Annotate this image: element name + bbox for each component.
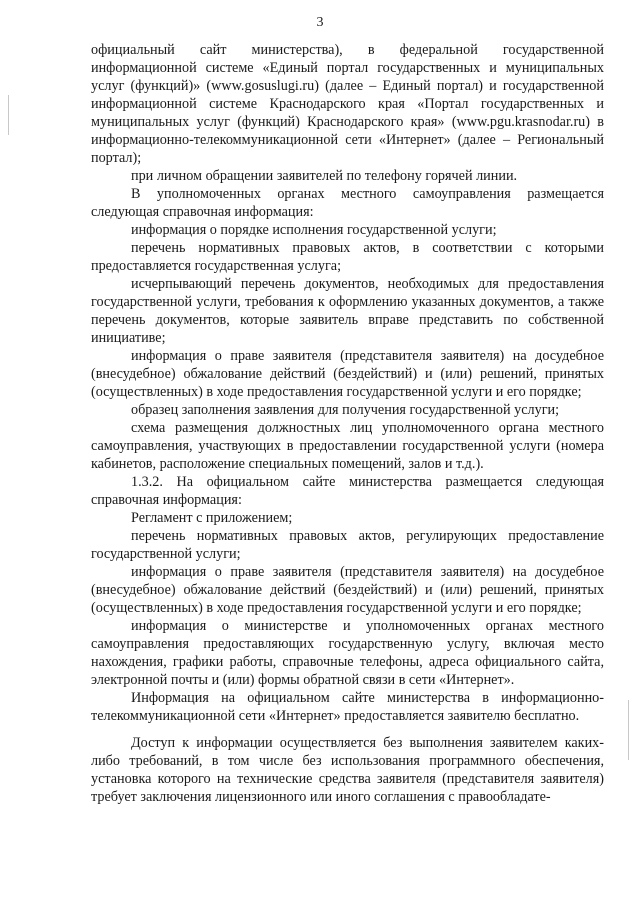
- paragraph: перечень нормативных правовых актов, регулирующих предоставление государственной услуги;: [91, 528, 604, 562]
- page-number: 3: [316, 15, 324, 30]
- scan-margin-mark: [8, 95, 9, 135]
- paragraph: образец заполнения заявления для получения государственной услуги;: [131, 402, 560, 418]
- paragraph: информация о праве заявителя (представителя заявителя) на досудебное (внесудебное) обжалование действий (бездействий) и (или) решений, принятых (осуществленных) в ходе предоставления государственной услуги и его порядке;: [91, 348, 604, 400]
- paragraph: Доступ к информации осуществляется без выполнения заявителем каких-либо требований, в том числе без использования программного обеспечения, установка которого на технические средства заявителя (представителя заявителя) требует заключения лицензионного или иного соглашения с правообладате-: [91, 735, 604, 805]
- paragraph: Информация на официальном сайте министерства в информационно-телекоммуникационной сети «Интернет» предоставляется заявителю бесплатно.: [91, 690, 604, 724]
- paragraph: при личном обращении заявителей по телефону горячей линии.: [131, 168, 518, 184]
- paragraph: информация о праве заявителя (представителя заявителя) на досудебное (внесудебное) обжалование действий (бездействий) и (или) решений, принятых (осуществленных) в ходе предоставления государственной услуги и его порядке;: [91, 564, 604, 616]
- paragraph: информация о порядке исполнения государственной услуги;: [131, 222, 497, 238]
- paragraph: 1.3.2. На официальном сайте министерства размещается следующая справочная информация:: [91, 474, 604, 508]
- paragraph: схема размещения должностных лиц уполномоченного органа местного самоуправления, участвующих в предоставлении государственной услуги (номера кабинетов, расположение специальных помещений, залов и т.д.).: [91, 420, 604, 472]
- document-body: [91, 41, 604, 806]
- paragraph: перечень нормативных правовых актов, в соответствии с которыми предоставляется государственная услуга;: [91, 240, 604, 274]
- scan-margin-mark: [628, 700, 629, 760]
- paragraph: Регламент с приложением;: [131, 510, 293, 526]
- paragraph: В уполномоченных органах местного самоуправления размещается следующая справочная информация:: [91, 186, 604, 220]
- paragraph: информация о министерстве и уполномоченных органах местного самоуправления предоставляющих государственную услугу, включая место нахождения, графики работы, справочные телефоны, адреса официального сайта, электронной почты и (или) формы обратной связи в сети «Интернет».: [91, 618, 604, 688]
- paragraph: исчерпывающий перечень документов, необходимых для предоставления государственной услуги, требования к оформлению указанных документов, а также перечень документов, которые заявитель вправе представить по собственной инициативе;: [91, 276, 604, 346]
- paragraph: официальный сайт министерства), в федеральной государственной информационной системе «Единый портал государственных и муниципальных услуг (функций)» (www.gosuslugi.ru) (далее – Единый портал) и государственной информационной системе Краснодарского края «Портал государственных и муниципальных услуг (функций) Краснодарского края» (www.pgu.krasnodar.ru) в информационно-телекоммуникационной сети «Интернет» (далее – Региональный портал);: [91, 42, 604, 166]
